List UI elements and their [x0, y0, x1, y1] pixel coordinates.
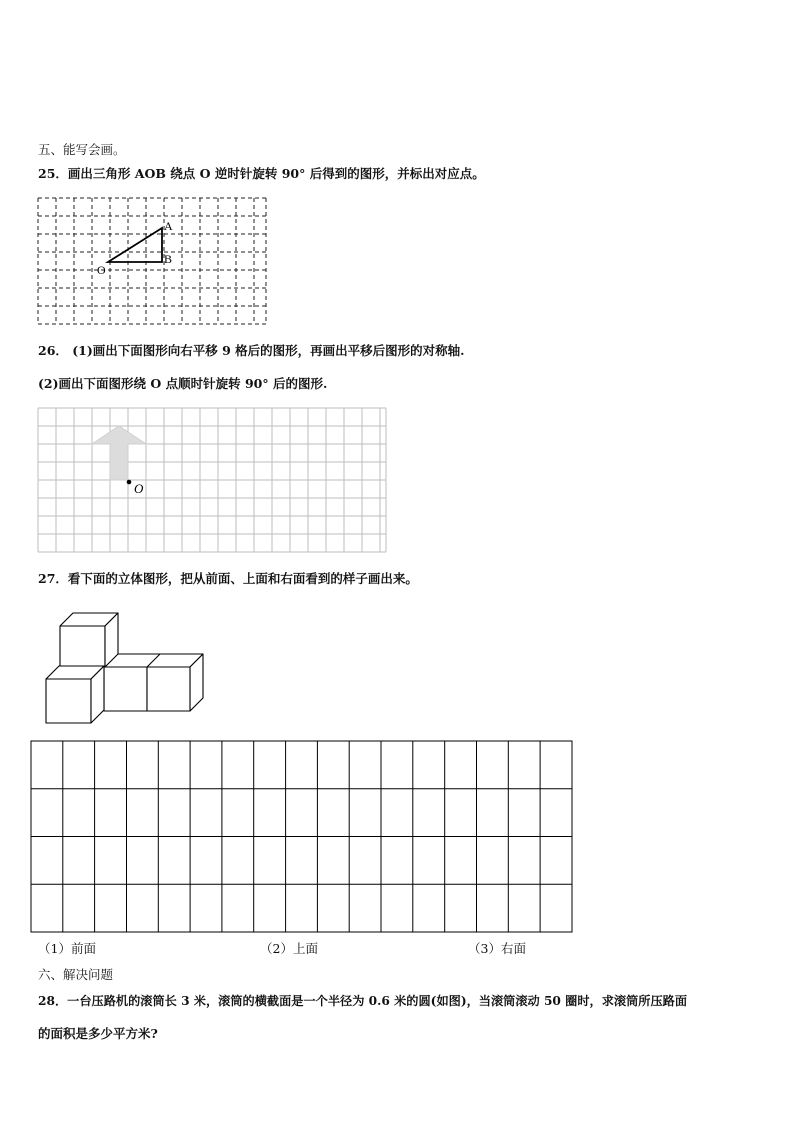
q26-square-grid — [37, 407, 387, 555]
question-28-line-1: 28．一台压路机的滚筒长 3 米，滚筒的横截面是一个半径为 0.6 米的圆(如图)，当滚筒滚动 50 圈时，求滚筒所压路面 — [38, 994, 688, 1008]
caption-front-view: （1）前面 — [38, 941, 96, 956]
section-six-heading: 六、解决问题 — [38, 967, 114, 982]
point-o-dot — [127, 480, 132, 485]
caption-right-view: （3）右面 — [468, 941, 526, 956]
caption-top-view: （2）上面 — [260, 941, 318, 956]
label-a: A — [164, 219, 173, 233]
question-28-line-2: 的面积是多少平方米? — [38, 1026, 158, 1041]
question-27-text: 27．看下面的立体图形，把从前面、上面和右面看到的样子画出来。 — [38, 571, 418, 586]
question-26-line-1: 26． (1)画出下面图形向右平移 9 格后的图形，再画出平移后图形的对称轴. — [38, 343, 465, 358]
section-five-heading: 五、能写会画。 — [38, 142, 126, 157]
question-25-text: 25．画出三角形 AOB 绕点 O 逆时针旋转 90° 后得到的图形，并标出对应点。 — [38, 166, 485, 181]
label-b: B — [164, 252, 173, 266]
arrow-shape — [92, 426, 146, 480]
q27-cube-figure — [45, 612, 215, 724]
point-o-label: O — [134, 481, 144, 496]
triangle-aob — [108, 228, 162, 262]
q25-dashed-grid — [37, 197, 269, 327]
question-26-line-2: (2)画出下面图形绕 O 点顺时针旋转 90° 后的图形. — [38, 376, 328, 391]
q27-answer-grid — [30, 740, 574, 935]
label-o: O — [97, 263, 106, 277]
